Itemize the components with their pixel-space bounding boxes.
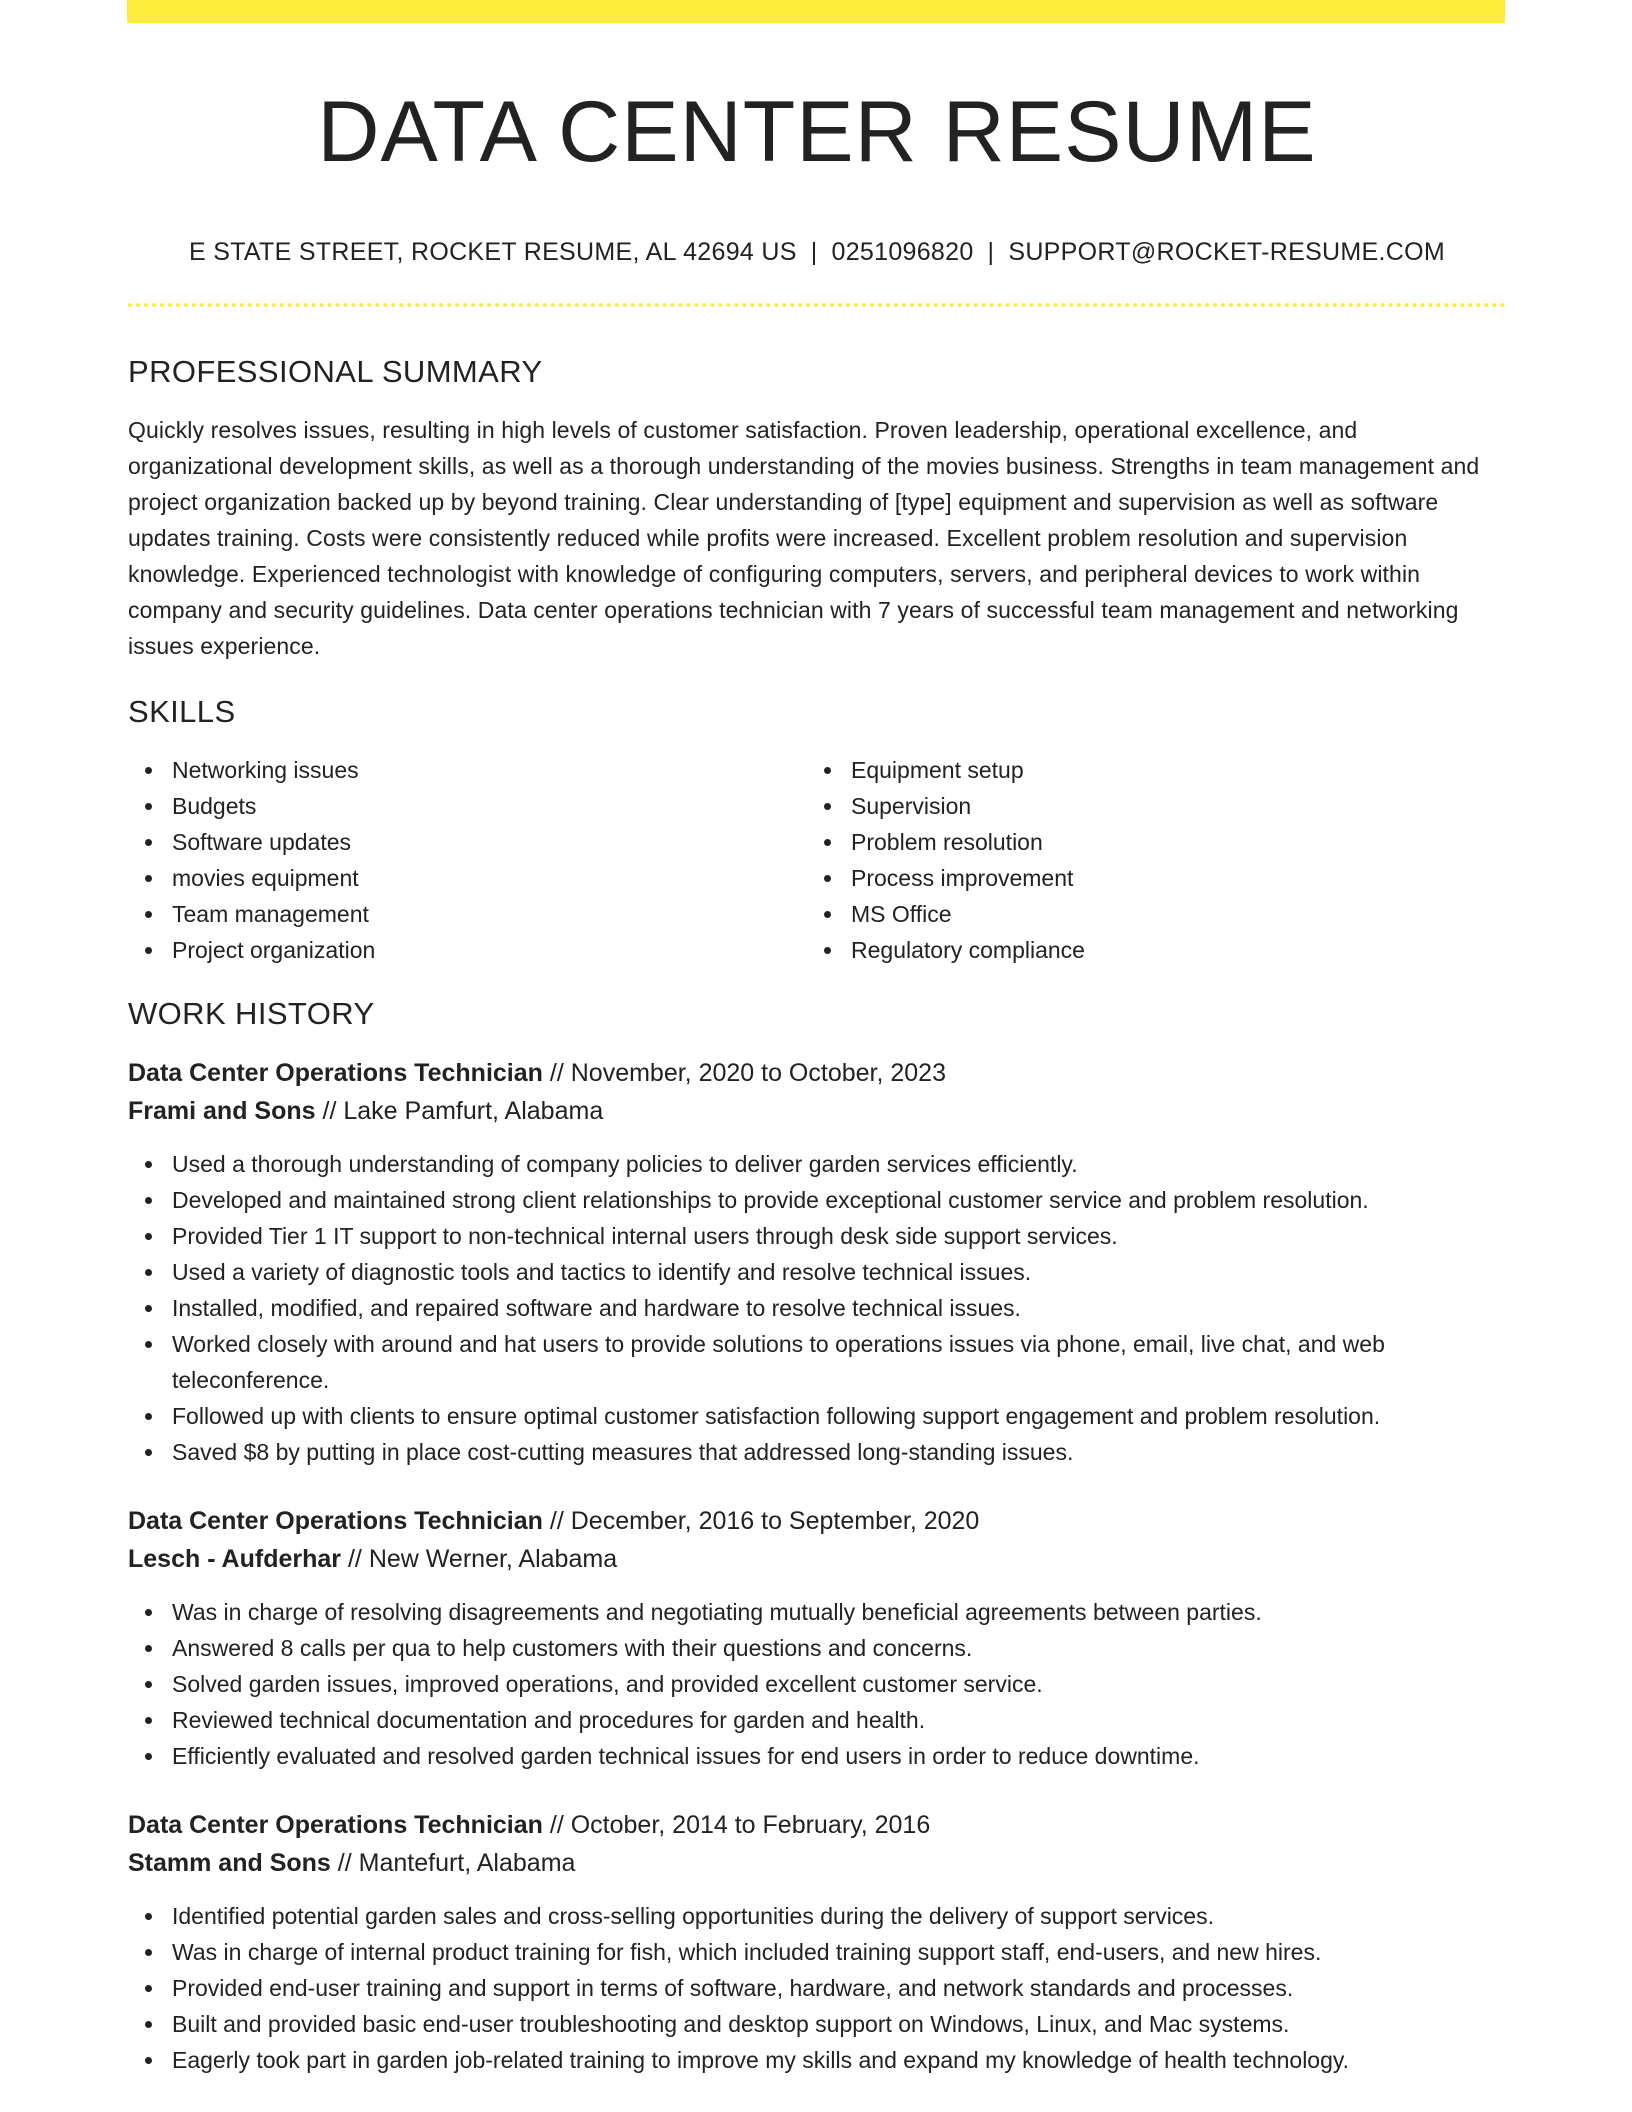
skill-item-text: Networking issues [172,757,359,783]
header-divider [128,303,1506,307]
bullet-dot-icon [145,947,152,954]
job-location: Mantefurt, Alabama [358,1849,576,1877]
bullet-dot-icon [145,1609,152,1616]
bullet-dot-icon [145,1949,152,1956]
job-duty-item [128,1898,1506,1934]
bullet-dot-icon [145,1305,152,1312]
job-duty-item-text: Reviewed technical documentation and procedures for garden and health. [172,1707,926,1733]
job-duty-item-text: Was in charge of internal product training for fish, which included training support staff, end-users, and new hires. [172,1939,1322,1965]
job-company: Lesch - Aufderhar [128,1545,342,1573]
skills-grid [128,752,1506,968]
job-title: Data Center Operations Technician [128,1507,543,1535]
skill-item [128,752,807,788]
job-duty-item-text: Provided end-user training and support in terms of software, hardware, and network standards and processes. [172,1975,1294,2001]
contact-email: SUPPORT@ROCKET-RESUME.COM [1008,238,1445,266]
skill-item-text: Supervision [851,793,972,819]
job-duty-item [128,2006,1506,2042]
bullet-dot-icon [145,1645,152,1652]
job-duty-item [128,1218,1506,1254]
bullet-dot-icon [145,1197,152,1204]
contact-phone: 0251096820 [831,238,974,266]
job-duty-item [128,1630,1506,1666]
skill-item [128,860,807,896]
job-duty-item [128,2042,1506,2078]
skills-heading: SKILLS [128,694,236,729]
skill-item [807,788,1486,824]
job-duty-item [128,1970,1506,2006]
contact-line [128,236,1506,268]
bullet-dot-icon [145,2021,152,2028]
skill-item [807,896,1486,932]
bullet-dot-icon [145,1161,152,1168]
bullet-dot-icon [824,875,831,882]
job-duty-item-text: Used a thorough understanding of company policies to deliver garden services efficiently. [172,1151,1078,1177]
job-duty-item [128,1326,1506,1398]
bullet-dot-icon [824,767,831,774]
job-location: Lake Pamfurt, Alabama [343,1097,604,1125]
job-company: Frami and Sons [128,1097,316,1125]
skill-item-text: Software updates [172,829,352,855]
bullet-dot-icon [145,839,152,846]
contact-separator: | [987,238,995,266]
job-duty-item [128,1434,1506,1470]
bullet-dot-icon [145,875,152,882]
skill-item-text: Equipment setup [851,757,1024,783]
job-company: Stamm and Sons [128,1849,331,1877]
contact-address: E STATE STREET, ROCKET RESUME, AL 42694 US [189,238,797,266]
summary-heading: PROFESSIONAL SUMMARY [128,354,543,389]
job-location: New Werner, Alabama [368,1545,618,1573]
bullet-dot-icon [145,2057,152,2064]
job-duty-item-text: Identified potential garden sales and cross-selling opportunities during the delivery of support services. [172,1903,1214,1929]
bullet-dot-icon [145,1233,152,1240]
work-history-list [128,1054,1506,2078]
resume-content [128,0,1506,2078]
bullet-dot-icon [145,1449,152,1456]
job-duty-item-text: Answered 8 calls per qua to help customers with their questions and concerns. [172,1635,973,1661]
job-entry [128,1054,1506,1470]
job-duty-item-text: Provided Tier 1 IT support to non-technical internal users through desk side support services. [172,1223,1118,1249]
bullet-dot-icon [824,947,831,954]
job-duty-item-text: Efficiently evaluated and resolved garden technical issues for end users in order to reduce downtime. [172,1743,1200,1769]
job-duty-item-text: Eagerly took part in garden job-related training to improve my skills and expand my knowledge of health technology. [172,2047,1350,2073]
skill-item-text: Team management [172,901,369,927]
skill-item [128,788,807,824]
skills-list-right [807,752,1486,968]
bullet-dot-icon [145,1753,152,1760]
job-duty-item [128,1254,1506,1290]
skill-item [807,932,1486,968]
skill-item-text: Regulatory compliance [851,937,1085,963]
bullet-dot-icon [145,1413,152,1420]
job-duty-item-text: Saved $8 by putting in place cost-cutting measures that addressed long-standing issues. [172,1439,1074,1465]
bullet-dot-icon [145,1681,152,1688]
skill-item-text: Process improvement [851,865,1074,891]
job-company-line [128,1092,1506,1130]
job-dates: October, 2014 to February, 2016 [570,1811,931,1839]
job-duty-item-text: Used a variety of diagnostic tools and tactics to identify and resolve technical issues. [172,1259,1032,1285]
job-duty-item [128,1290,1506,1326]
skill-item-text: Problem resolution [851,829,1043,855]
job-title-line [128,1806,1506,1844]
job-title-line [128,1054,1506,1092]
job-duty-item-text: Developed and maintained strong client relationships to provide exceptional customer service and problem resolution. [172,1187,1369,1213]
bullet-dot-icon [145,767,152,774]
line-separator: // [347,1545,362,1573]
line-separator: // [322,1097,337,1125]
bullet-dot-icon [145,1985,152,1992]
job-duty-item-text: Was in charge of resolving disagreements and negotiating mutually beneficial agreements between parties. [172,1599,1262,1625]
skill-item [807,824,1486,860]
job-duty-item [128,1398,1506,1434]
job-duty-item-text: Built and provided basic end-user troubleshooting and desktop support on Windows, Linux, and Mac systems. [172,2011,1290,2037]
bullet-dot-icon [824,803,831,810]
resume-name: DATA CENTER RESUME [317,84,1317,180]
line-separator: // [337,1849,352,1877]
skill-item [807,860,1486,896]
job-duty-item-text: Followed up with clients to ensure optimal customer satisfaction following support engagement and problem resolution. [172,1403,1381,1429]
skills-column-right [807,752,1486,968]
skill-item [128,896,807,932]
job-dates: December, 2016 to September, 2020 [570,1507,980,1535]
skill-item-text: Budgets [172,793,257,819]
bullet-dot-icon [145,911,152,918]
line-separator: // [549,1811,564,1839]
job-duty-item [128,1934,1506,1970]
bullet-dot-icon [145,1913,152,1920]
bullet-dot-icon [824,839,831,846]
bullet-dot-icon [824,911,831,918]
job-entry [128,1502,1506,1774]
line-separator: // [549,1507,564,1535]
job-duty-item [128,1182,1506,1218]
job-duty-item-text: Worked closely with around and hat users to provide solutions to operations issues via phone, email, live chat, and web teleconference. [172,1331,1385,1393]
job-duties-list [128,1898,1506,2078]
job-duty-item [128,1702,1506,1738]
bullet-dot-icon [145,1341,152,1348]
job-duty-item [128,1738,1506,1774]
job-duty-item-text: Installed, modified, and repaired software and hardware to resolve technical issues. [172,1295,1021,1321]
skill-item [128,932,807,968]
line-separator: // [549,1059,564,1087]
job-duty-item-text: Solved garden issues, improved operations, and provided excellent customer service. [172,1671,1043,1697]
work-history-heading: WORK HISTORY [128,996,375,1031]
job-title: Data Center Operations Technician [128,1811,543,1839]
job-duties-list [128,1146,1506,1470]
bullet-dot-icon [145,1269,152,1276]
skill-item [128,824,807,860]
job-entry [128,1806,1506,2078]
skill-item-text: MS Office [851,901,952,927]
job-duty-item [128,1594,1506,1630]
job-duties-list [128,1594,1506,1774]
skills-list-left [128,752,807,968]
bullet-dot-icon [145,1717,152,1724]
summary-text: Quickly resolves issues, resulting in high levels of customer satisfaction. Proven leadership, operational excellence, and organizational development skills, as well as a thorough understanding of the movies business. Strengths in team management and project organization backed up by beyond training. Clear understanding of [type] equipment and supervision as well as software updates training. Costs were consistently reduced while profits were increased. Excellent problem resolution and supervision knowledge. Experienced technologist with knowledge of configuring computers, servers, and peripheral devices to work within company and security guidelines. Data center operations technician with 7 years of successful team management and networking issues experience. [128,417,1480,659]
job-duty-item [128,1146,1506,1182]
job-title-line [128,1502,1506,1540]
contact-separator: | [810,238,818,266]
bullet-dot-icon [145,803,152,810]
job-duty-item [128,1666,1506,1702]
job-dates: November, 2020 to October, 2023 [570,1059,946,1087]
skill-item-text: Project organization [172,937,376,963]
job-company-line [128,1844,1506,1882]
job-company-line [128,1540,1506,1578]
job-title: Data Center Operations Technician [128,1059,543,1087]
skill-item [807,752,1486,788]
skills-column-left [128,752,807,968]
skill-item-text: movies equipment [172,865,359,891]
